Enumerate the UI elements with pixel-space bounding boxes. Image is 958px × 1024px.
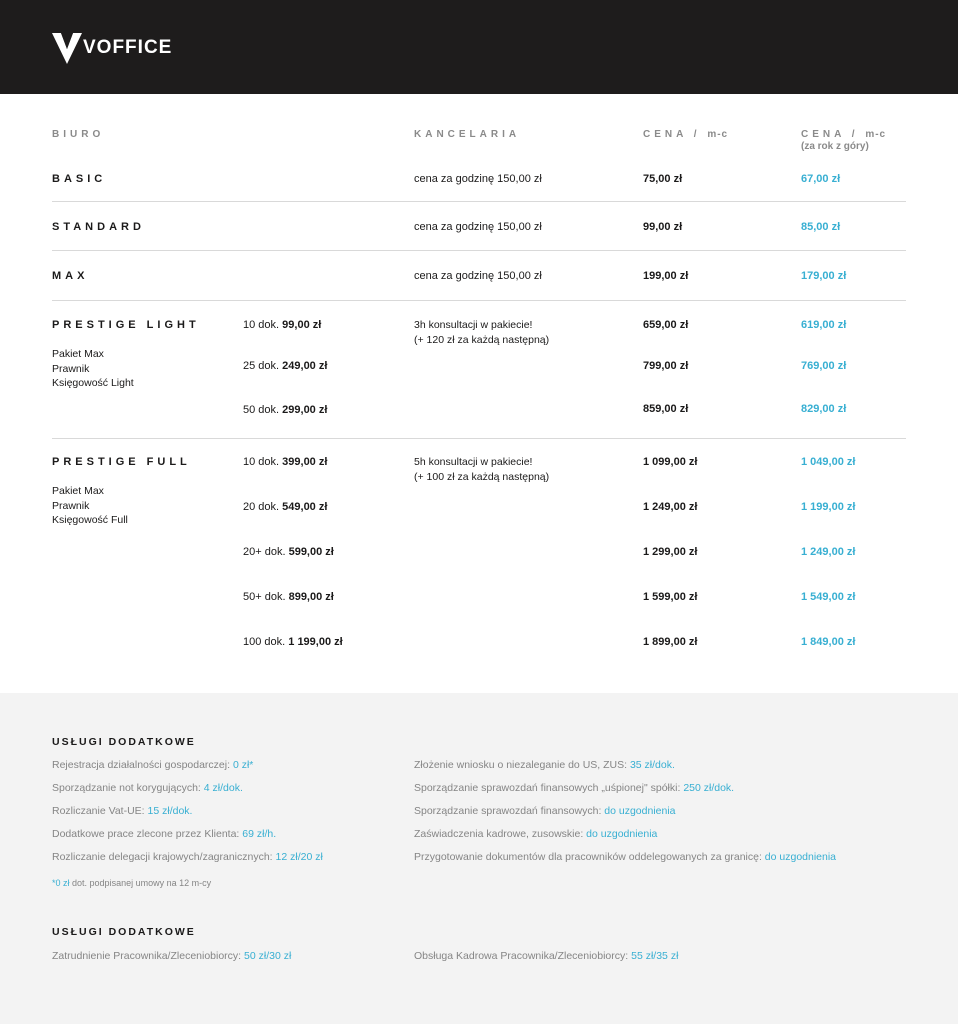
col-header-kancelaria: KANCELARIA bbox=[414, 129, 521, 140]
kancelaria-line-2: (+ 120 zł za każdą następną) bbox=[414, 333, 550, 346]
service-value: do uzgodnienia bbox=[586, 828, 658, 840]
header-bar bbox=[0, 0, 958, 94]
col-header-cena-rok bbox=[801, 129, 886, 140]
service-item bbox=[414, 759, 675, 771]
col-header-cena-unit: m-c bbox=[707, 129, 729, 140]
col-header-cena-rok-unit: m-c bbox=[865, 129, 887, 140]
footnote-mark: *0 zł bbox=[52, 878, 70, 888]
additional-services bbox=[0, 693, 958, 1024]
kancelaria-standard: cena za godzinę 150,00 zł bbox=[414, 221, 542, 233]
service-label: Złożenie wniosku o niezaleganie do US, ZUS: bbox=[414, 759, 628, 771]
section-title: USŁUGI DODATKOWE bbox=[52, 736, 196, 748]
kancelaria-prestige-light bbox=[414, 318, 549, 347]
service-item bbox=[52, 759, 253, 771]
service-item bbox=[52, 828, 276, 840]
service-value: 50 zł/30 zł bbox=[244, 950, 292, 962]
brand-v-icon bbox=[52, 33, 82, 64]
kancelaria-max: cena za godzinę 150,00 zł bbox=[414, 270, 542, 282]
service-value: 4 zł/dok. bbox=[203, 782, 243, 794]
tier-docs bbox=[243, 591, 334, 603]
service-label: Rozliczanie Vat-UE: bbox=[52, 805, 145, 817]
package-name-max: MAX bbox=[52, 270, 89, 282]
tier-price-year: 1 849,00 zł bbox=[801, 636, 856, 648]
include-item: Pakiet Max bbox=[52, 348, 104, 360]
service-item bbox=[414, 950, 678, 962]
tier-docs bbox=[243, 404, 327, 416]
tier-price-year: 1 549,00 zł bbox=[801, 591, 856, 603]
tier-docs bbox=[243, 360, 327, 372]
kancelaria-line-2: (+ 100 zł za każdą następną) bbox=[414, 470, 550, 483]
service-value: 0 zł* bbox=[232, 759, 254, 771]
service-label: Zatrudnienie Pracownika/Zleceniobiorcy: bbox=[52, 950, 242, 962]
package-name-prestige-full: PRESTIGE FULL bbox=[52, 456, 191, 468]
brand-name: VOFFICE bbox=[83, 37, 173, 58]
footnote bbox=[52, 878, 211, 888]
service-label: Sporządzanie sprawozdań finansowych „uśpionej" spółki: bbox=[414, 782, 681, 794]
price-max: 199,00 zł bbox=[643, 270, 689, 282]
tier-price: 1 099,00 zł bbox=[643, 456, 698, 468]
tier-price: 859,00 zł bbox=[643, 403, 689, 415]
kancelaria-line-1: 5h konsultacji w pakiecie! bbox=[414, 456, 533, 468]
tier-docs bbox=[243, 546, 334, 558]
tier-docs-count: 20 dok. bbox=[243, 501, 280, 513]
include-item: Prawnik bbox=[52, 499, 90, 512]
tier-price-year: 1 049,00 zł bbox=[801, 456, 856, 468]
section-title: USŁUGI DODATKOWE bbox=[52, 926, 196, 938]
price-standard: 99,00 zł bbox=[643, 221, 683, 233]
row-divider bbox=[52, 250, 906, 251]
tier-docs-price: 249,00 zł bbox=[282, 360, 328, 372]
tier-price-year: 619,00 zł bbox=[801, 319, 847, 331]
brand-logo[interactable] bbox=[52, 32, 172, 64]
kancelaria-line-1: 3h konsultacji w pakiecie! bbox=[414, 319, 533, 331]
include-item: Księgowość Full bbox=[52, 514, 128, 526]
include-item: Prawnik bbox=[52, 362, 90, 375]
package-name-standard: STANDARD bbox=[52, 221, 145, 233]
service-value: 69 zł/h. bbox=[242, 828, 277, 840]
tier-price-year: 769,00 zł bbox=[801, 360, 847, 372]
tier-price: 1 299,00 zł bbox=[643, 546, 698, 558]
tier-docs bbox=[243, 456, 327, 468]
tier-price: 659,00 zł bbox=[643, 319, 689, 331]
tier-docs-price: 399,00 zł bbox=[282, 456, 328, 468]
row-divider bbox=[52, 201, 906, 202]
package-name-basic: BASIC bbox=[52, 173, 107, 185]
tier-price: 1 599,00 zł bbox=[643, 591, 698, 603]
price-year-max: 179,00 zł bbox=[801, 270, 847, 282]
tier-docs-count: 20+ dok. bbox=[243, 546, 286, 558]
col-header-biuro: BIURO bbox=[52, 129, 105, 140]
tier-docs-count: 50+ dok. bbox=[243, 591, 286, 603]
package-includes-prestige-full bbox=[52, 484, 128, 528]
tier-price: 1 899,00 zł bbox=[643, 636, 698, 648]
service-item bbox=[52, 851, 323, 863]
service-value: 55 zł/35 zł bbox=[631, 950, 679, 962]
service-value: 15 zł/dok. bbox=[147, 805, 193, 817]
service-label: Zaświadczenia kadrowe, zusowskie: bbox=[414, 828, 584, 840]
price-year-standard: 85,00 zł bbox=[801, 221, 841, 233]
col-header-cena-rok-sub: (za rok z góry) bbox=[801, 141, 869, 152]
service-item bbox=[414, 828, 657, 840]
tier-docs-count: 10 dok. bbox=[243, 319, 280, 331]
tier-price-year: 829,00 zł bbox=[801, 403, 847, 415]
service-item bbox=[52, 950, 291, 962]
kancelaria-prestige-full bbox=[414, 455, 549, 484]
price-year-basic: 67,00 zł bbox=[801, 173, 841, 185]
service-label: Dodatkowe prace zlecone przez Klienta: bbox=[52, 828, 240, 840]
tier-docs-price: 99,00 zł bbox=[282, 319, 322, 331]
footnote-text: dot. podpisanej umowy na 12 m-cy bbox=[72, 878, 212, 888]
tier-docs-price: 1 199,00 zł bbox=[288, 636, 343, 648]
tier-price: 799,00 zł bbox=[643, 360, 689, 372]
package-includes-prestige-light bbox=[52, 347, 134, 391]
tier-price: 1 249,00 zł bbox=[643, 501, 698, 513]
service-label: Przygotowanie dokumentów dla pracowników oddelegowanych za granicę: bbox=[414, 851, 762, 863]
service-value: do uzgodnienia bbox=[604, 805, 676, 817]
tier-docs bbox=[243, 319, 321, 331]
tier-docs-price: 899,00 zł bbox=[288, 591, 334, 603]
service-item bbox=[414, 851, 836, 863]
tier-docs-count: 100 dok. bbox=[243, 636, 286, 648]
tier-docs bbox=[243, 636, 343, 648]
tier-docs-price: 549,00 zł bbox=[282, 501, 328, 513]
service-item bbox=[52, 805, 192, 817]
col-header-cena-label: CENA / bbox=[643, 129, 701, 140]
service-label: Obsługa Kadrowa Pracownika/Zleceniobiorcy: bbox=[414, 950, 629, 962]
service-label: Sporządzanie not korygujących: bbox=[52, 782, 201, 794]
tier-price-year: 1 249,00 zł bbox=[801, 546, 856, 558]
service-item bbox=[414, 805, 676, 817]
service-value: 250 zł/dok. bbox=[683, 782, 735, 794]
tier-docs-price: 299,00 zł bbox=[282, 404, 328, 416]
pricing-table bbox=[0, 94, 958, 693]
row-divider bbox=[52, 300, 906, 301]
kancelaria-basic: cena za godzinę 150,00 zł bbox=[414, 173, 542, 185]
col-header-cena bbox=[643, 129, 728, 140]
service-label: Rozliczanie delegacji krajowych/zagranicznych: bbox=[52, 851, 273, 863]
service-value: 35 zł/dok. bbox=[629, 759, 675, 771]
col-header-cena-rok-label: CENA / bbox=[801, 129, 859, 140]
service-label: Sporządzanie sprawozdań finansowych: bbox=[414, 805, 602, 817]
service-item bbox=[52, 782, 243, 794]
tier-docs bbox=[243, 501, 327, 513]
service-label: Rejestracja działalności gospodarczej: bbox=[52, 759, 231, 771]
service-value: do uzgodnienia bbox=[764, 851, 837, 863]
include-item: Księgowość Light bbox=[52, 377, 134, 389]
service-item bbox=[414, 782, 734, 794]
tier-docs-count: 10 dok. bbox=[243, 456, 280, 468]
price-basic: 75,00 zł bbox=[643, 173, 683, 185]
tier-docs-count: 25 dok. bbox=[243, 360, 280, 372]
tier-price-year: 1 199,00 zł bbox=[801, 501, 856, 513]
tier-docs-count: 50 dok. bbox=[243, 404, 280, 416]
service-value: 12 zł/20 zł bbox=[275, 851, 323, 863]
tier-docs-price: 599,00 zł bbox=[288, 546, 334, 558]
package-name-prestige-light: PRESTIGE LIGHT bbox=[52, 319, 200, 331]
row-divider bbox=[52, 438, 906, 439]
include-item: Pakiet Max bbox=[52, 485, 104, 497]
